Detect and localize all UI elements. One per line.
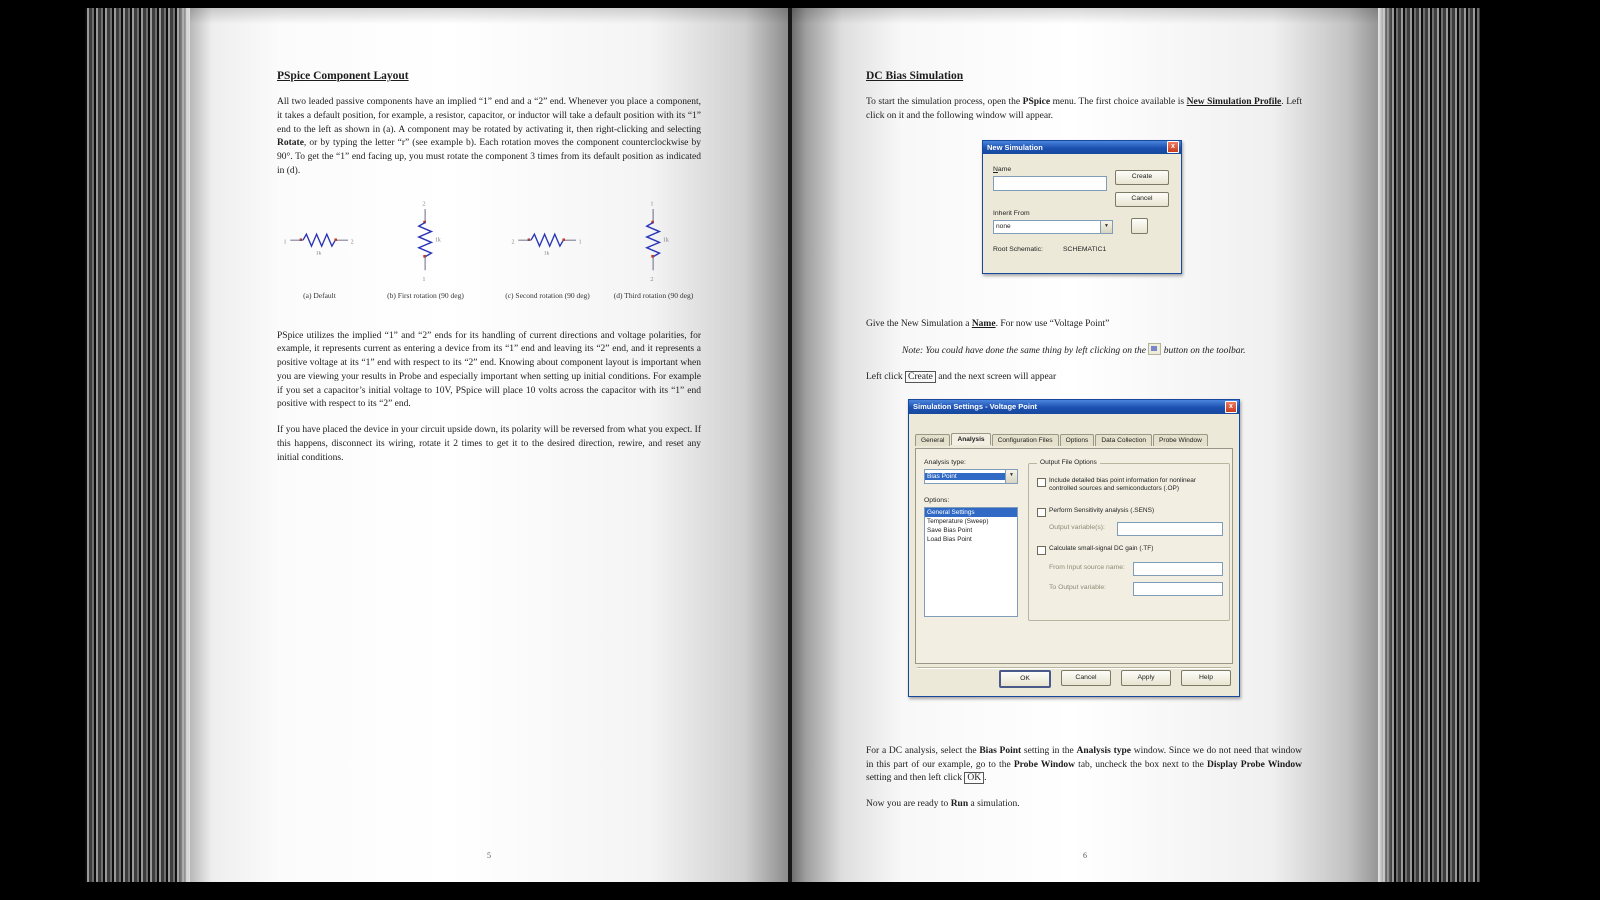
- help-button[interactable]: Help: [1181, 670, 1231, 686]
- right-p2-text: Give the New Simulation a: [866, 318, 972, 329]
- resistor-horizontal-icon: [280, 224, 360, 258]
- dc-gain-label: Calculate small-signal DC gain (.TF): [1049, 544, 1154, 552]
- name-label: Name: [993, 165, 1012, 173]
- tab-general[interactable]: General: [915, 434, 950, 446]
- figure-second-rotation: [489, 224, 606, 258]
- svg-text:1: 1: [282, 239, 286, 246]
- output-file-options-group: [1028, 458, 1230, 621]
- toolbar-note: [902, 343, 1302, 359]
- right-p5-text-end: a simulation.: [968, 799, 1020, 810]
- right-page-heading: DC Bias Simulation: [866, 70, 964, 82]
- right-p4-text-3: window. Since we do not need that window in this part of our example, go to the: [866, 745, 1303, 770]
- svg-text:1k: 1k: [662, 237, 669, 244]
- left-paragraph-2: PSpice utilizes the implied “1” and “2” ends for its handling of current directions and voltage polarities, for example, it represents current as entering a device from its “1” end and leaving its “2” end, and it represents a positive voltage at its “1” end with respect to its “2” end. Knowing about component layout is important when you are viewing your results in Probe and especially important when setting up initial conditions. For example if you set a capacitor’s initial voltage to 10V, PSpice will place 10 volts across the capacitor with its “1” end positive with respect to its “2” end.: [277, 330, 701, 410]
- right-p5-text: Now you are ready to: [866, 799, 951, 810]
- figure-first-rotation: [362, 197, 489, 285]
- right-p2-text-end: . For now use “Voltage Point”: [995, 318, 1110, 329]
- new-simulation-titlebar: [983, 141, 1181, 154]
- right-p4-text: For a DC analysis, select the: [866, 745, 980, 756]
- inherit-from-value: none: [996, 223, 1011, 231]
- close-icon[interactable]: x: [1167, 141, 1179, 153]
- note-text-end: button on the toolbar.: [1161, 346, 1246, 357]
- from-input-source-label: From Input source name:: [1049, 563, 1125, 571]
- analysis-type-value: Bias Point: [925, 473, 1005, 480]
- output-variable-input[interactable]: [1117, 522, 1223, 536]
- simulation-name-input[interactable]: [993, 176, 1107, 191]
- probe-window-keyword: Probe Window: [1013, 759, 1076, 770]
- new-simulation-profile-keyword: New Simulation Profile: [1186, 97, 1282, 107]
- right-page-edges: [1378, 8, 1480, 882]
- include-bias-info-label: Include detailed bias point information for nonlinear controlled sources and semiconductors (.OP): [1049, 476, 1197, 492]
- name-keyword: Name: [971, 318, 996, 329]
- right-p4-text-5: setting and then left click: [866, 773, 965, 784]
- cancel-button[interactable]: Cancel: [1115, 192, 1169, 207]
- right-page-number: 6: [1083, 851, 1087, 860]
- run-keyword: Run: [950, 799, 969, 810]
- pspice-menu-keyword: PSpice: [1022, 97, 1051, 107]
- new-simulation-title: New Simulation: [987, 142, 1043, 152]
- include-bias-info-checkbox[interactable]: [1037, 478, 1046, 487]
- open-book: [85, 8, 1480, 882]
- figure-third-rotation: [606, 197, 701, 285]
- component-rotation-figures: [277, 193, 701, 289]
- svg-text:2: 2: [510, 239, 514, 246]
- output-file-options-label: Output File Options: [1037, 459, 1100, 466]
- tab-configuration-files[interactable]: Configuration Files: [992, 434, 1059, 446]
- svg-text:1k: 1k: [434, 237, 441, 244]
- right-p3-text-end: and the next screen will appear: [935, 372, 1057, 383]
- caption-b: (b) First rotation (90 deg): [387, 290, 464, 300]
- svg-text:1k: 1k: [543, 250, 549, 257]
- new-simulation-dialog: [982, 140, 1182, 274]
- inherit-from-label: Inherit From: [993, 209, 1030, 217]
- caption-d: (d) Third rotation (90 deg): [613, 290, 694, 300]
- right-p4-text-4: tab, uncheck the box next to the: [1075, 759, 1208, 770]
- new-simulation-body: [983, 154, 1181, 272]
- book-gutter: [788, 8, 792, 882]
- chevron-down-icon[interactable]: ▼: [1005, 470, 1017, 483]
- right-page: [792, 8, 1378, 882]
- svg-text:1k: 1k: [315, 250, 321, 257]
- to-output-variable-label: To Output variable:: [1049, 583, 1107, 591]
- option-temperature-sweep[interactable]: Temperature (Sweep): [927, 517, 989, 525]
- resistor-horizontal-icon: [508, 224, 588, 258]
- left-paragraph-1: [277, 96, 701, 179]
- left-paragraph-3: If you have placed the device in your circuit upside down, its polarity will be reversed from what you expect. If this happens, disconnect its wiring, rotate it 2 times to get it to the desired direction, rewire, and reset any initial conditions.: [277, 425, 701, 463]
- analysis-type-combo[interactable]: [924, 469, 1018, 484]
- right-paragraph-1: [866, 96, 1302, 124]
- caption-a: (a) Default: [303, 290, 336, 300]
- chevron-down-icon[interactable]: ▼: [1100, 221, 1112, 233]
- tab-analysis[interactable]: Analysis: [951, 433, 990, 445]
- name-label-rest: ame: [997, 165, 1012, 173]
- resistor-vertical-icon: [636, 197, 672, 285]
- output-variable-label: Output variable(s):: [1049, 523, 1105, 531]
- create-button[interactable]: Create: [1115, 170, 1169, 185]
- settings-tabs: [915, 434, 1209, 446]
- left-page: [190, 8, 788, 882]
- right-paragraph-3: [866, 371, 1302, 385]
- simulation-settings-titlebar: [909, 400, 1239, 414]
- option-save-bias-point[interactable]: Save Bias Point: [927, 526, 973, 534]
- options-listbox: [924, 507, 1018, 617]
- figure-captions: [277, 291, 701, 300]
- inherit-from-combo[interactable]: [993, 220, 1113, 234]
- dialog-buttons: [999, 670, 1231, 688]
- apply-button[interactable]: Apply: [1121, 670, 1171, 686]
- dc-gain-checkbox[interactable]: [1037, 546, 1046, 555]
- svg-text:2: 2: [421, 200, 426, 208]
- right-p1-text-end: . Left click on it and the following window will appear.: [866, 97, 1303, 121]
- right-p4-text-end: .: [984, 773, 987, 784]
- right-p1-text-cont: menu. The first choice available is: [1050, 97, 1187, 107]
- svg-text:1: 1: [649, 200, 654, 208]
- close-icon[interactable]: x: [1225, 401, 1237, 413]
- left-page-content: [277, 62, 701, 477]
- root-schematic-label: Root Schematic:: [993, 245, 1043, 253]
- right-paragraph-2: [866, 318, 1302, 332]
- button-separator: [917, 667, 1231, 668]
- simulation-settings-title: Simulation Settings - Voltage Point: [913, 402, 1038, 412]
- figure-default: [277, 224, 362, 258]
- option-general-settings[interactable]: General Settings: [925, 508, 1017, 517]
- right-page-content: [866, 62, 1302, 824]
- rotate-keyword: Rotate: [277, 138, 304, 149]
- browse-button[interactable]: [1131, 218, 1148, 234]
- simulation-settings-dialog: [908, 399, 1240, 697]
- tab-probe-window[interactable]: Probe Window: [1153, 434, 1208, 446]
- tab-data-collection[interactable]: Data Collection: [1095, 434, 1152, 446]
- cancel-button[interactable]: Cancel: [1061, 670, 1111, 686]
- left-page-number: 5: [487, 851, 491, 860]
- new-simulation-toolbar-icon: [1148, 343, 1161, 355]
- svg-text:2: 2: [649, 275, 654, 283]
- options-label: Options:: [924, 496, 950, 504]
- svg-text:1: 1: [421, 275, 426, 283]
- tab-options[interactable]: Options: [1060, 434, 1095, 446]
- caption-c: (c) Second rotation (90 deg): [505, 290, 590, 300]
- left-page-heading: PSpice Component Layout: [277, 70, 409, 82]
- root-schematic-value: SCHEMATIC1: [1063, 245, 1107, 253]
- right-p1-text: To start the simulation process, open the: [866, 97, 1023, 107]
- resistor-vertical-icon: [408, 197, 444, 285]
- analysis-tab-pane: [915, 448, 1233, 664]
- left-page-edges: [85, 8, 190, 882]
- sensitivity-label: Perform Sensitivity analysis (.SENS): [1049, 506, 1155, 514]
- ok-button[interactable]: OK: [999, 670, 1051, 688]
- right-p4-text-2: setting in the: [1021, 745, 1077, 756]
- sensitivity-checkbox[interactable]: [1037, 508, 1046, 517]
- note-text: Note: You could have done the same thing by left clicking on the: [902, 346, 1149, 357]
- bias-point-keyword: Bias Point: [979, 745, 1022, 756]
- ok-boxed-word: OK: [964, 772, 984, 784]
- from-input-source-input[interactable]: [1133, 562, 1223, 576]
- simulation-settings-body: [909, 414, 1239, 694]
- to-output-variable-input[interactable]: [1133, 582, 1223, 596]
- left-p1-text-cont: , or by typing the letter “r” (see example b). Each rotation moves the component counterclockwise by 90°. To get the “1” end facing up, you must rotate the component 3 times from its default position as indicated in (d).: [277, 138, 701, 176]
- right-paragraph-4: [866, 745, 1302, 786]
- option-load-bias-point[interactable]: Load Bias Point: [927, 535, 972, 543]
- analysis-type-keyword: Analysis type: [1076, 745, 1131, 756]
- display-probe-window-keyword: Display Probe Window: [1207, 759, 1302, 770]
- left-p1-text: All two leaded passive components have an implied “1” end and a “2” end. Whenever you place a component, it takes a default position, for example, a resistor, capacitor, or inductor will take a default position with its “1” end to the left as shown in (a). A component may be rotated by activating it, then right-clicking and selecting: [277, 97, 701, 135]
- right-p3-text: Left click: [866, 372, 906, 383]
- svg-text:1: 1: [578, 239, 582, 246]
- svg-text:2: 2: [350, 239, 354, 246]
- right-paragraph-5: [866, 798, 1302, 812]
- analysis-type-label: Analysis type:: [924, 458, 966, 466]
- create-boxed-word: Create: [905, 371, 936, 383]
